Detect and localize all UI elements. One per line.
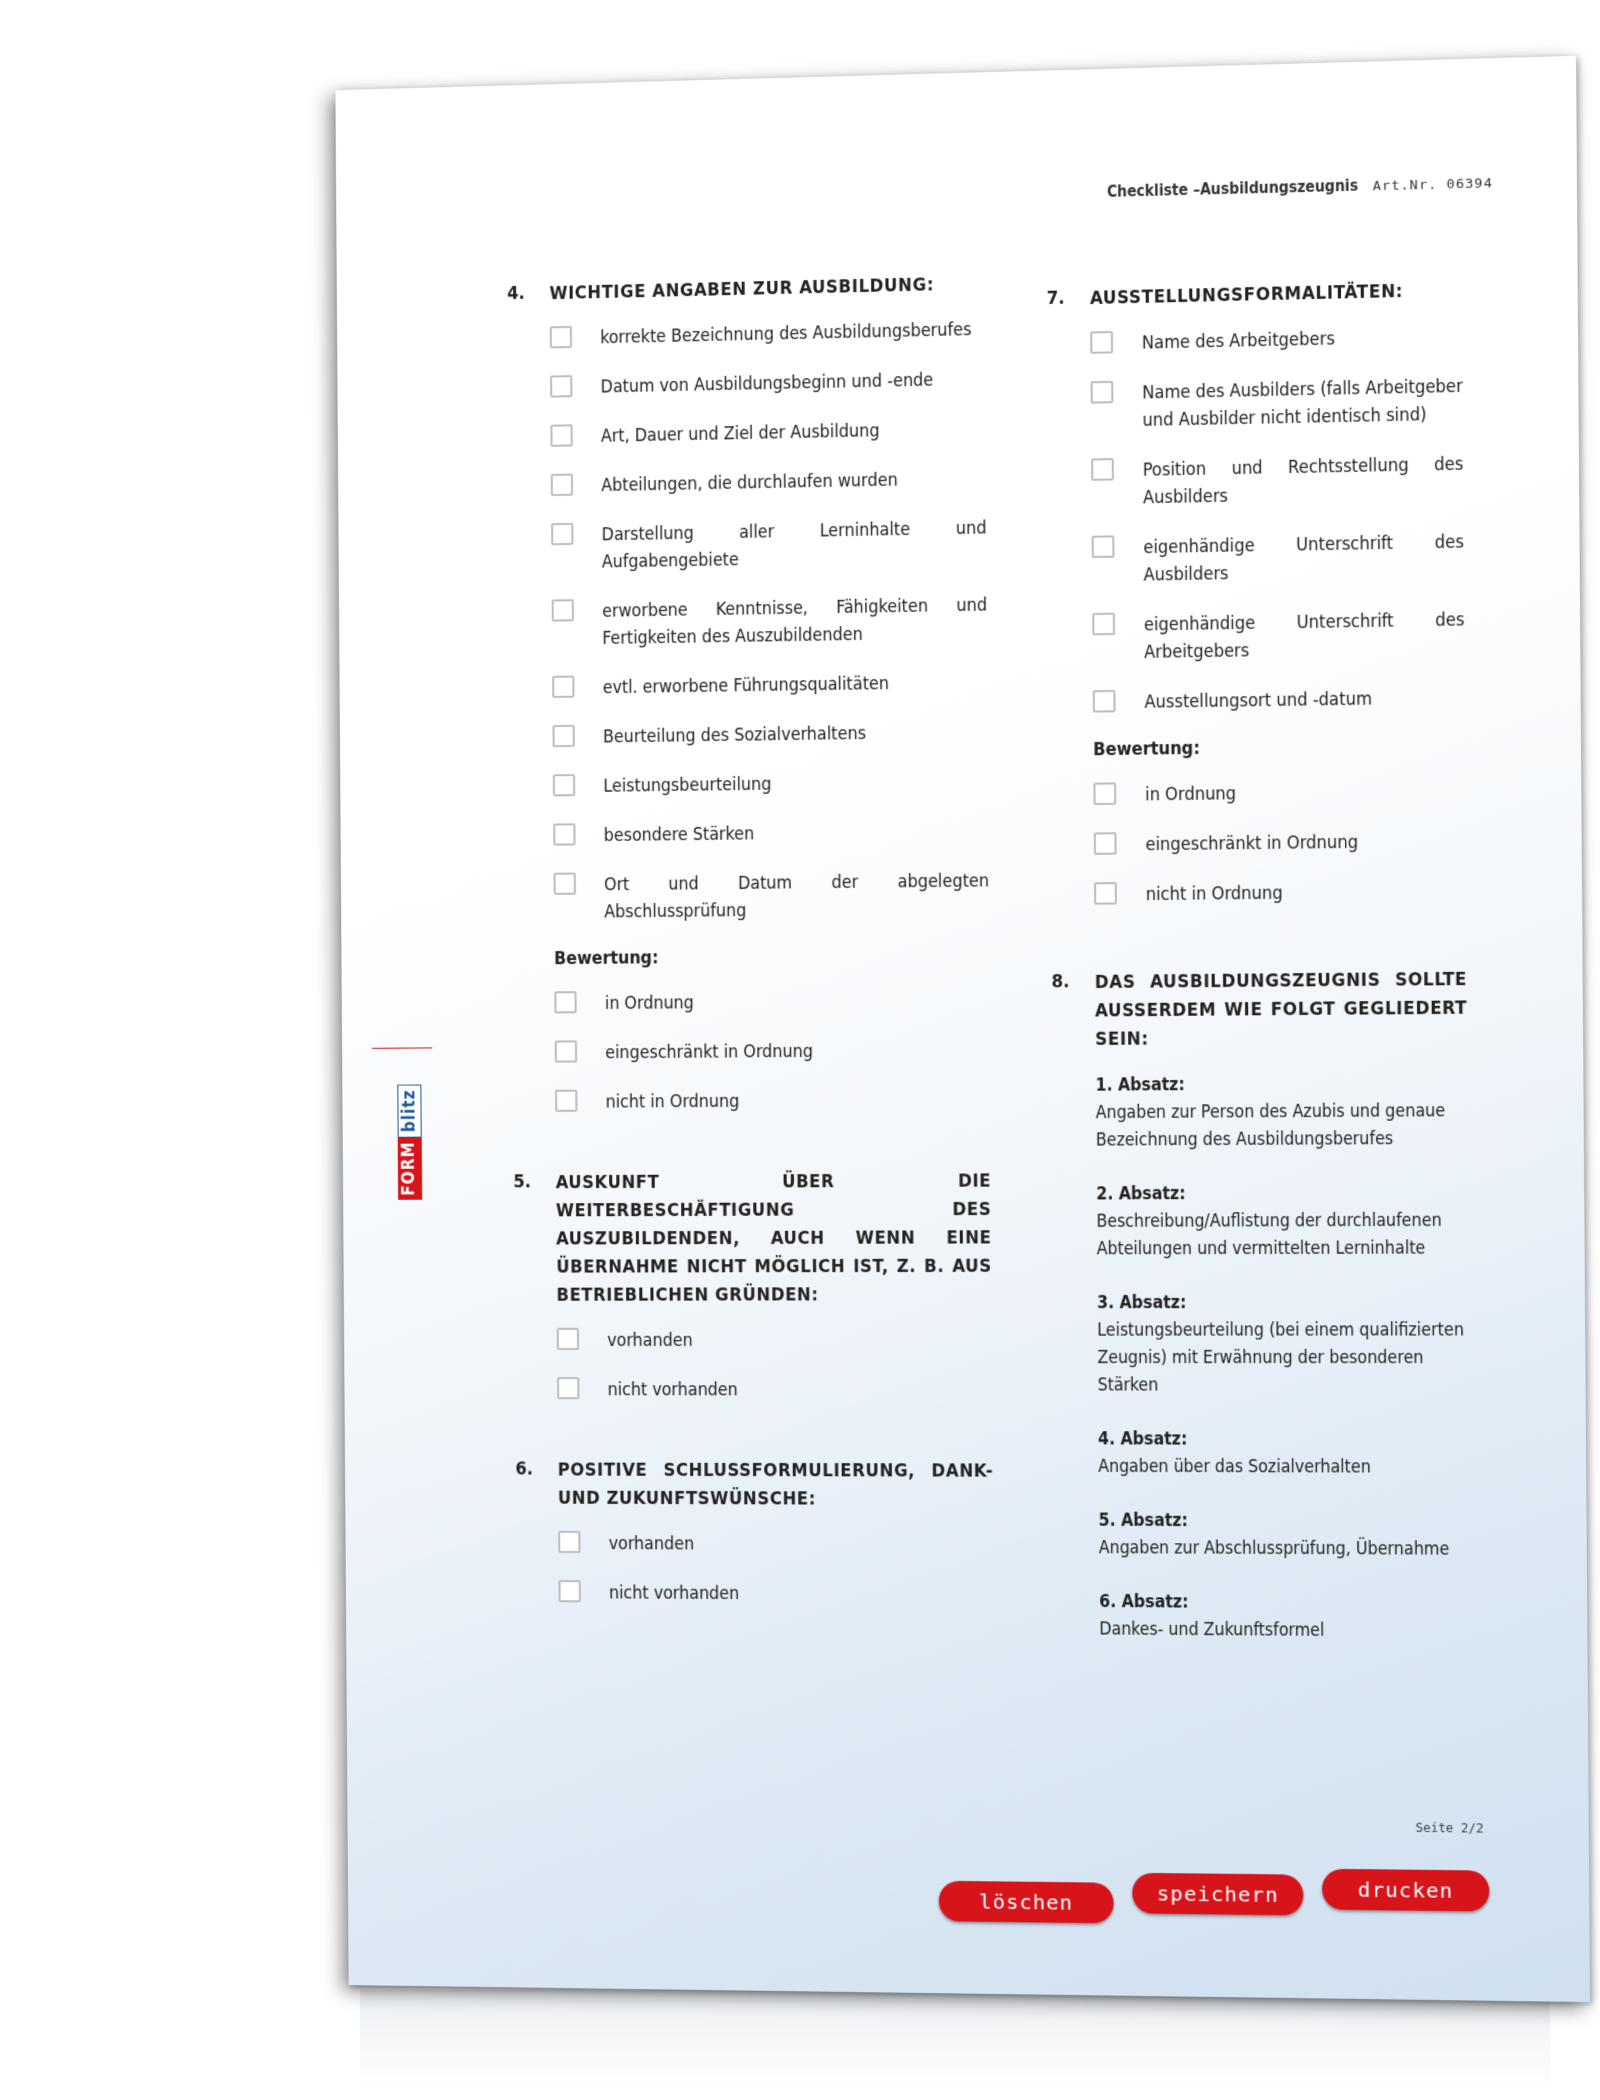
checklist-item: [1093, 685, 1465, 718]
rating-item: [554, 988, 990, 1019]
section-title: DAS AUSBILDUNGSZEUGNIS SOLLTE AUSSERDEM WIE FOLGT GEGLIEDERT SEIN:: [1094, 968, 1468, 1051]
absatz-title: 4. Absatz:: [1097, 1429, 1188, 1450]
document-title: Checkliste –Ausbildungszeugnis: [1106, 176, 1359, 201]
checklist-item: [552, 669, 988, 703]
section-number: 5.: [513, 1171, 532, 1193]
item-label: nicht vorhanden: [608, 1583, 740, 1605]
item-label: nicht in Ordnung: [1145, 883, 1283, 906]
absatz-title: 2. Absatz:: [1096, 1183, 1186, 1205]
checkbox[interactable]: [550, 326, 572, 349]
item-label: nicht vorhanden: [607, 1380, 738, 1401]
absatz-text: Angaben über das Sozialverhalten: [1098, 1456, 1371, 1478]
checklist-item: [558, 1531, 994, 1560]
item-label: Darstellung aller Lerninhalte und Aufgabengebiete: [601, 518, 987, 573]
checklist-item: [550, 317, 986, 354]
item-label: vorhanden: [607, 1330, 693, 1351]
checklist-item: [1091, 373, 1464, 436]
absatz-title: 1. Absatz:: [1095, 1074, 1185, 1096]
checkbox[interactable]: [1090, 331, 1113, 354]
checkbox[interactable]: [553, 823, 575, 845]
action-buttons: [939, 1865, 1490, 1915]
item-label: Datum von Ausbildungsbeginn und -ende: [600, 370, 934, 398]
absatz-text: Angaben zur Abschlussprüfung, Übernahme: [1098, 1537, 1450, 1560]
item-label: erworbene Kenntnisse, Fähigkeiten und Fertigkeiten des Auszubildenden: [602, 595, 988, 649]
section-number: 7.: [1046, 287, 1065, 310]
checklist-item: [553, 719, 989, 752]
formblitz-logo: [397, 1049, 424, 1199]
checklist-item: [1090, 323, 1462, 359]
logo-blitz: blitz: [397, 1084, 421, 1137]
rating-item: [555, 1087, 991, 1117]
checklist-item: [552, 592, 988, 653]
item-label: Position und Rechtsstellung des Ausbilders: [1142, 454, 1464, 509]
section-4: [507, 270, 991, 1139]
checkbox[interactable]: [550, 375, 572, 398]
checkbox[interactable]: [552, 676, 574, 698]
item-label: vorhanden: [608, 1534, 695, 1555]
absatz-text: Angaben zur Person des Azubis und genaue Bezeichnung des Ausbildungsberufes: [1095, 1100, 1446, 1151]
page-reflection: [360, 1990, 1550, 2090]
checkbox[interactable]: [555, 1090, 577, 1112]
item-label: Name des Arbeitgebers: [1141, 329, 1335, 354]
checkbox[interactable]: [558, 1531, 580, 1553]
checklist-item: [554, 868, 990, 927]
checklist-item: [553, 818, 989, 850]
item-label: Art, Dauer und Ziel der Ausbildung: [600, 421, 880, 447]
checkbox[interactable]: [1093, 782, 1116, 805]
item-label: eigenhändige Unterschrift des Arbeitgebers: [1143, 610, 1465, 664]
item-label: evtl. erworbene Führungsqualitäten: [602, 673, 890, 699]
section-5: [513, 1167, 993, 1427]
section-title: POSITIVE SCHLUSSFORMULIERUNG, DANK- UND ZUKUNFTSWÜNSCHE:: [557, 1459, 994, 1510]
item-label: besondere Stärken: [603, 824, 755, 847]
left-column: [507, 270, 994, 1650]
document-header: [1107, 173, 1493, 201]
item-label: Leistungsbeurteilung: [603, 774, 772, 797]
checkbox[interactable]: [1094, 832, 1117, 855]
absatz-title: 5. Absatz:: [1098, 1510, 1188, 1532]
delete-button[interactable]: löschen: [939, 1881, 1114, 1924]
item-label: in Ordnung: [604, 993, 694, 1015]
checklist-item: [557, 1328, 993, 1355]
section-number: 8.: [1051, 970, 1070, 993]
checkbox[interactable]: [550, 424, 572, 447]
item-label: eigenhändige Unterschrift des Ausbilders: [1143, 532, 1465, 586]
item-label: eingeschränkt in Ordnung: [1145, 832, 1359, 856]
checkbox[interactable]: [1094, 882, 1117, 905]
checkbox[interactable]: [557, 1377, 579, 1399]
section-7: [1047, 276, 1467, 932]
checkbox[interactable]: [551, 474, 573, 497]
checkbox[interactable]: [1093, 690, 1116, 713]
checklist-item: [558, 1580, 994, 1609]
checklist-item: [557, 1377, 993, 1405]
checkbox[interactable]: [552, 599, 574, 621]
section-8: [1051, 966, 1472, 1673]
absatz-text: Dankes- und Zukunftsformel: [1099, 1619, 1325, 1641]
page-number: Seite 2/2: [1415, 1820, 1484, 1836]
rating-heading: Bewertung:: [554, 948, 659, 970]
section-title: WICHTIGE ANGABEN ZUR AUSBILDUNG:: [549, 274, 935, 305]
section-title: AUSKUNFT ÜBER DIE WEITERBESCHÄFTIGUNG DES AUSZUBILDENDEN, AUCH WENN EINE ÜBERNAHME NICHT MÖGLICH IST, Z. B. AUS BETRIEBLICHEN GRÜNDEN:: [555, 1170, 992, 1306]
item-label: Name des Ausbilders (falls Arbeitgeber und Ausbilder nicht identisch sind): [1142, 376, 1463, 432]
item-label: Abteilungen, die durchlaufen wurden: [601, 470, 898, 497]
rating-item: [1093, 778, 1465, 810]
section-6: [515, 1456, 994, 1631]
rating-item: [1094, 828, 1466, 860]
logo-form: FORM: [398, 1137, 422, 1200]
checkbox[interactable]: [551, 523, 573, 546]
save-button[interactable]: speichern: [1132, 1873, 1303, 1916]
absatz: [1099, 1589, 1472, 1646]
checkbox[interactable]: [554, 991, 576, 1013]
rating-item: [1094, 879, 1466, 910]
item-label: Beurteilung des Sozialverhaltens: [602, 723, 867, 748]
rating-heading: Bewertung:: [1093, 738, 1200, 761]
checklist-item: [1092, 529, 1465, 590]
absatz: [1096, 1180, 1469, 1264]
absatz-title: 3. Absatz:: [1096, 1292, 1187, 1314]
item-label: eingeschränkt in Ordnung: [605, 1041, 814, 1064]
checkbox[interactable]: [558, 1580, 580, 1602]
absatz-text: Beschreibung/Auflistung der durchlaufenen Abteilungen und vermittelten Lerninhalte: [1096, 1210, 1442, 1260]
checkbox[interactable]: [553, 725, 575, 747]
checkbox[interactable]: [553, 774, 575, 796]
checkbox[interactable]: [557, 1328, 579, 1350]
section-number: 4.: [507, 282, 525, 305]
absatz-title: 6. Absatz:: [1099, 1591, 1189, 1613]
checkbox[interactable]: [554, 873, 576, 895]
checkbox[interactable]: [1091, 458, 1114, 481]
checkbox[interactable]: [1092, 613, 1115, 636]
absatz: [1099, 1507, 1472, 1564]
section-number: 6.: [515, 1458, 534, 1480]
right-column: [1047, 276, 1473, 1691]
checkbox[interactable]: [1092, 535, 1115, 558]
checklist-item: [553, 769, 989, 802]
checkbox[interactable]: [555, 1040, 577, 1062]
absatz: [1097, 1289, 1470, 1400]
checklist-item: [550, 366, 986, 402]
checklist-item: [550, 416, 986, 452]
checkbox[interactable]: [1091, 381, 1114, 404]
checklist-item: [551, 466, 987, 501]
article-number: Art.Nr. 06394: [1372, 176, 1493, 195]
absatz: [1098, 1426, 1471, 1482]
item-label: nicht in Ordnung: [605, 1091, 740, 1113]
item-label: Ausstellungsort und -datum: [1144, 689, 1373, 713]
print-button[interactable]: drucken: [1322, 1869, 1490, 1912]
item-label: in Ordnung: [1145, 784, 1237, 806]
section-title: AUSSTELLUNGSFORMALITÄTEN:: [1089, 280, 1404, 310]
checklist-item: [1092, 607, 1465, 668]
checklist-item: [1091, 451, 1464, 513]
item-label: korrekte Bezeichnung des Ausbildungsberufes: [600, 319, 972, 349]
document-page: [335, 56, 1590, 2002]
rating-item: [555, 1038, 991, 1068]
item-label: Ort und Datum der abgelegten Abschlussprüfung: [604, 871, 990, 923]
absatz: [1095, 1070, 1468, 1155]
checklist-item: [551, 515, 987, 577]
absatz-text: Leistungsbeurteilung (bei einem qualifizierten Zeugnis) mit Erwähnung der besonderen Stärken: [1097, 1320, 1465, 1396]
